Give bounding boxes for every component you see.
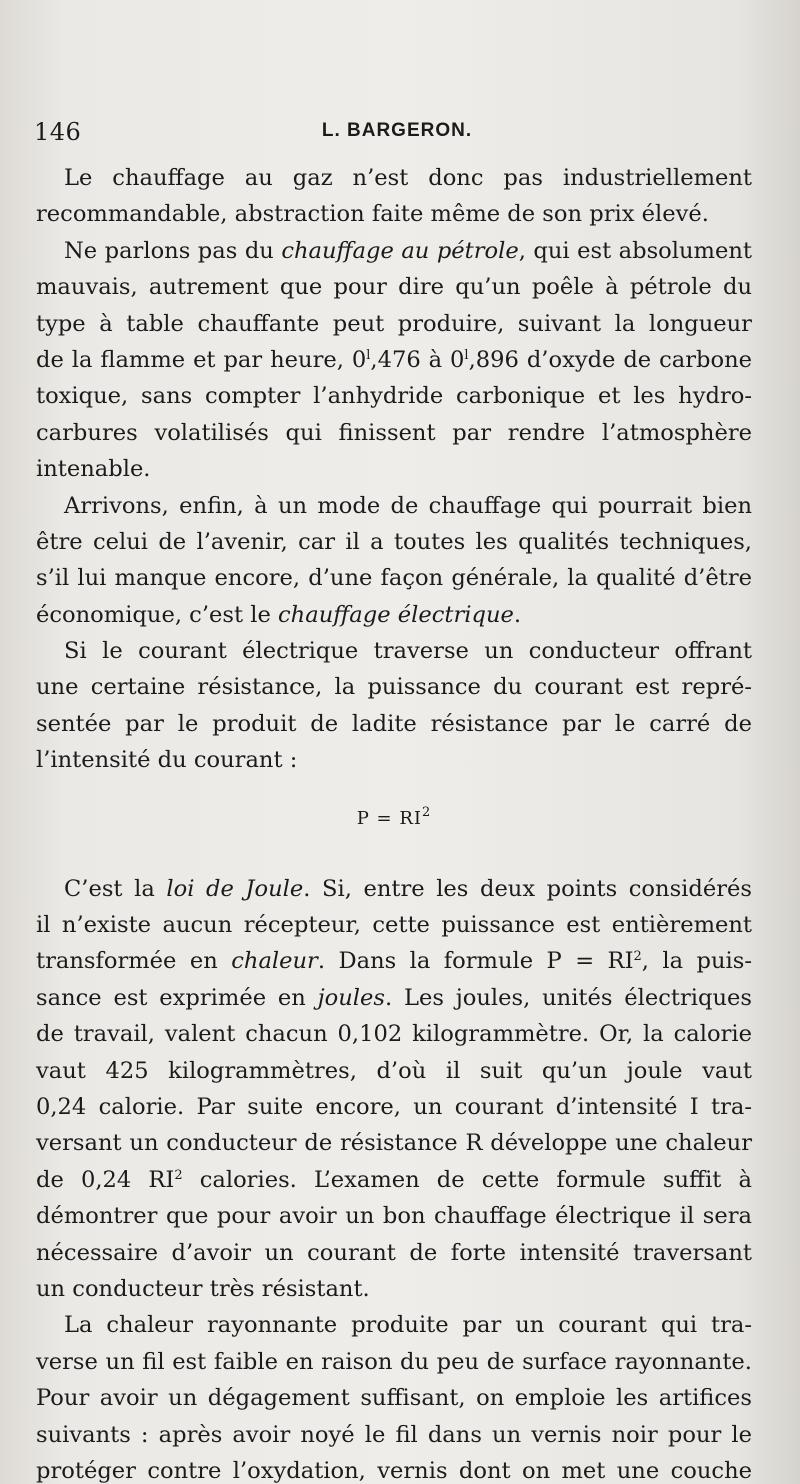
paragraph xyxy=(36,233,752,488)
paragraph xyxy=(36,160,752,233)
text-line: versant un conducteur de résistance R développe une chaleur xyxy=(36,1130,752,1157)
text-line: La chaleur rayonnante produite par un courant qui tra- xyxy=(64,1312,752,1339)
text-line: de 0,24 $RI^2$ calories. L’examen de cette formule suffit à xyxy=(36,1166,752,1193)
emphasis: joules xyxy=(317,984,385,1011)
emphasis: chauffage au pétrole xyxy=(281,237,519,264)
text-line: de travail, valent chacun 0,102 kilogrammètre. Or, la calorie xyxy=(36,1021,752,1048)
text-line: mauvais, autrement que pour dire qu’un poêle à pétrole du xyxy=(36,274,752,301)
text-line: s’il lui manque encore, d’une façon générale, la qualité d’être xyxy=(36,565,752,592)
paragraph xyxy=(36,871,752,1308)
text-line: Si le courant électrique traverse un conducteur offrant xyxy=(64,638,752,665)
text-line: C’est la loi de Joule. Si, entre les deux points considérés xyxy=(64,875,753,902)
text-line: nécessaire d’avoir un courant de forte intensité traversant xyxy=(36,1239,752,1266)
text-line: Pour avoir un dégagement suffisant, on emploie les artifices xyxy=(36,1385,752,1412)
page-header xyxy=(34,118,760,148)
text-line: verse un fil est faible en raison du peu de surface rayonnante. xyxy=(36,1348,752,1375)
text-line: un conducteur très résistant. xyxy=(36,1275,370,1302)
emphasis: chaleur xyxy=(231,948,318,975)
paragraph xyxy=(36,1307,752,1484)
paragraph xyxy=(36,633,752,779)
text-line: toxique, sans compter l’anhydride carbonique et les hydro- xyxy=(36,383,752,410)
emphasis: loi de Joule xyxy=(166,875,304,902)
text-line: sentée par le produit de ladite résistance par le carré de xyxy=(36,710,752,737)
text-line: recommandable, abstraction faite même de son prix élevé. xyxy=(36,201,709,228)
text-line: il n’existe aucun récepteur, cette puissance est entièrement xyxy=(36,912,752,939)
text-line: de la flamme et par heure, 0$^l$,476 à 0$^l$,896 d’oxyde de carbone xyxy=(36,346,753,373)
body-text xyxy=(36,160,752,1484)
text-line: 0,24 calorie. Par suite encore, un courant d’intensité I tra- xyxy=(36,1093,752,1120)
text-line: vaut 425 kilogrammètres, d’où il suit qu’un joule vaut xyxy=(36,1057,752,1084)
text-line: protéger contre l’oxydation, vernis dont on met une couche xyxy=(36,1457,752,1484)
text-line: une certaine résistance, la puissance du courant est repré- xyxy=(36,674,752,701)
text-line: démontrer que pour avoir un bon chauffage électrique il sera xyxy=(36,1203,752,1230)
text-line: Le chauffage au gaz n’est donc pas industriellement xyxy=(64,165,752,191)
emphasis: chauffage électrique xyxy=(278,601,514,628)
formula: $P = RI^2$ xyxy=(356,804,432,829)
text-line: sance est exprimée en joules. Les joules, unités électriques xyxy=(36,984,752,1011)
text-line: suivants : après avoir noyé le fil dans un vernis noir pour le xyxy=(36,1421,752,1448)
text-line: économique, c’est le chauffage électrique. xyxy=(36,601,522,628)
text-line: l’intensité du courant : xyxy=(36,747,298,774)
text-line: intenable. xyxy=(36,456,151,483)
text-line: Ne parlons pas du chauffage au pétrole, qui est absolument xyxy=(64,237,752,264)
text-line: être celui de l’avenir, car il a toutes les qualités techniques, xyxy=(36,528,752,555)
text-line: type à table chauffante peut produire, suivant la longueur xyxy=(36,310,752,337)
text-line: Arrivons, enfin, à un mode de chauffage qui pourrait bien xyxy=(64,492,752,519)
paragraph xyxy=(36,488,752,634)
running-head: L. BARGERON. xyxy=(321,120,473,141)
page-number: 146 xyxy=(34,118,82,146)
text-line: transformée en chaleur. Dans la formule $P = RI^2$, la puis- xyxy=(36,948,753,975)
text-line: carbures volatilisés qui finissent par rendre l’atmosphère xyxy=(36,419,752,446)
